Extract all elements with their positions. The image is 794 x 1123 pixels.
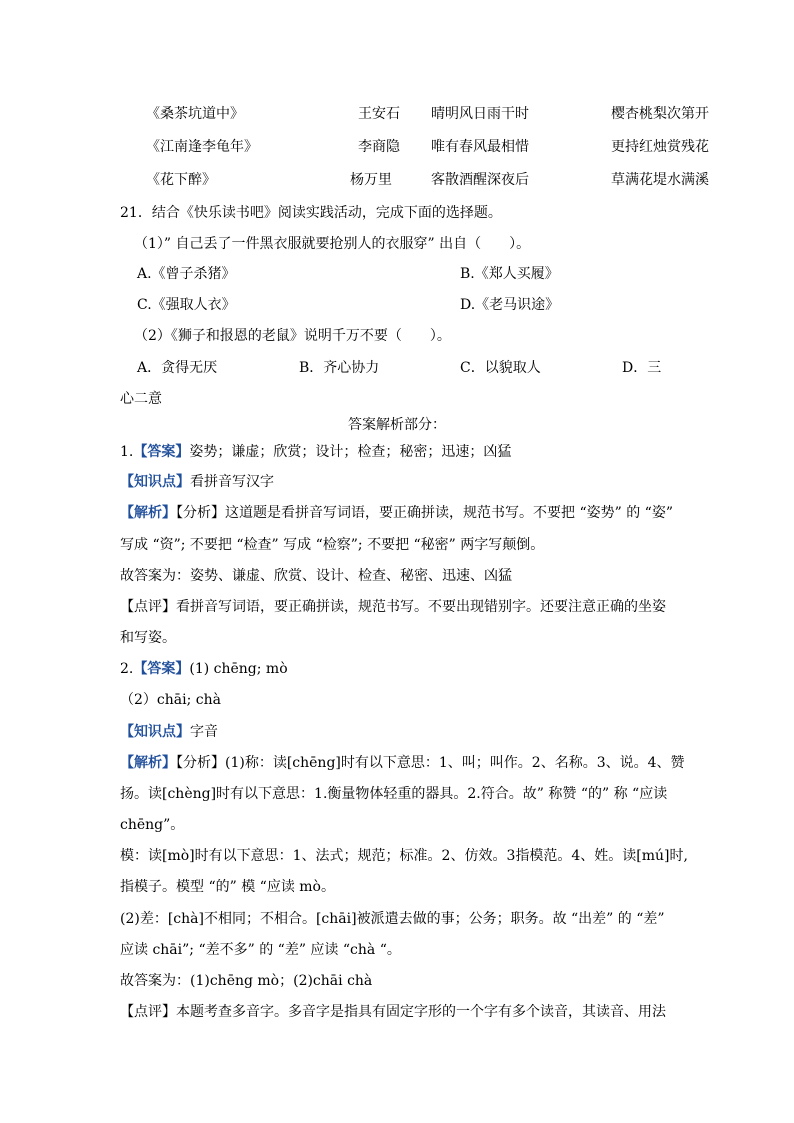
knowledge-text: 看拼音写汉字 [190, 474, 274, 490]
option-a: A．贪得无厌 [137, 360, 218, 376]
answer-text: (1) chēng; mò [189, 661, 288, 677]
analysis-text: 【分析】这道题是看拼音写词语，要正确拼读，规范书写。不要把 “姿势” 的 “姿” [176, 505, 673, 521]
comment-tag: 【点评】 [120, 599, 176, 615]
poem-title: 《江南逢李龟年》 [146, 139, 258, 155]
analysis-text: 扬。读[chèng]时有以下意思：1.衡量物体轻重的器具。2.符合。故” 称赞 “的” 称 “应读 [120, 786, 668, 802]
analysis-text: (2)差：[chà]不相同；不相合。[chāi]被派遣去做的事；公务；职务。故 “出差” 的 “差” [120, 911, 665, 927]
poem-line: 晴明风日雨干时 [431, 106, 529, 122]
analysis-text: 写成 “资”; 不要把 “检查” 写成 “检察”; 不要把 “秘密” 两字写颠倒。 [120, 537, 545, 553]
final-answer: 故答案为：(1)chēng mò；(2)chāi chà [120, 973, 373, 989]
option-a: A.《曾子杀猪》 [137, 266, 236, 282]
knowledge-1-line [120, 472, 274, 492]
option-b: B.《郑人买履》 [460, 266, 559, 282]
comment-1-line [120, 597, 666, 617]
final-answer: 故答案为：姿势、谦虚、欣赏、设计、检查、秘密、迅速、凶猛 [120, 568, 512, 584]
analysis-text: 应读 chāi”; “差不多” 的 “差” 应读 “chà “。 [120, 942, 401, 958]
answer-2-line [120, 659, 288, 679]
option-c: C.《强取人衣》 [137, 297, 236, 313]
analysis-text: 指模子。模型 “的” 模 “应读 mò。 [120, 879, 335, 895]
knowledge-tag: 【知识点】 [120, 724, 190, 740]
analysis-text: 【分析】(1)称：读[chēng]时有以下意思：1、叫；叫作。2、名称。3、说。4、赞 [176, 755, 685, 771]
question-21-sub1: （1）” 自己丢了一件黑衣服就要抢别人的衣服穿” 出自（ ）。 [134, 236, 531, 252]
poem-title: 《桑茶坑道中》 [146, 106, 244, 122]
answer-text: 姿势；谦虚；欣赏；设计；检查；秘密；迅速；凶猛 [189, 444, 512, 460]
answer-1-line [120, 442, 511, 462]
analysis-tag: 【解析】 [120, 755, 176, 771]
option-d: D．三 [622, 360, 662, 376]
knowledge-2-line [120, 722, 218, 742]
option-b: B．齐心协力 [299, 360, 380, 376]
comment-tag: 【点评】 [120, 1004, 176, 1020]
analysis-text: 模：读[mò]时有以下意思：1、法式；规范；标准。2、仿效。3指模范。4、姓。读[mú]时, [120, 848, 688, 864]
comment-2-line [120, 1002, 666, 1022]
comment-text: 和写姿。 [120, 630, 176, 646]
comment-text: 本题考查多音字。多音字是指具有固定字形的一个字有多个读音，其读音、用法 [176, 1004, 666, 1020]
poem-author: 杨万里 [350, 172, 392, 188]
answer-number: 1. [120, 444, 134, 460]
poem-line: 草满花堤水满溪 [611, 172, 709, 188]
poem-line: 客散酒醒深夜后 [431, 172, 529, 188]
option-c: C．以貌取人 [460, 360, 541, 376]
comment-text: 看拼音写词语，要正确拼读，规范书写。不要出现错别字。还要注意正确的坐姿 [176, 599, 666, 615]
analysis-tag: 【解析】 [120, 505, 176, 521]
poem-line: 更持红烛赏残花 [611, 139, 709, 155]
analysis-2-line [120, 753, 685, 773]
knowledge-tag: 【知识点】 [120, 474, 190, 490]
question-21-stem: 21．结合《快乐读书吧》阅读实践活动，完成下面的选择题。 [120, 205, 502, 221]
poem-author: 王安石 [358, 106, 400, 122]
poem-line: 樱杏桃梨次第开 [611, 106, 709, 122]
poem-line: 唯有春风最相惜 [431, 139, 529, 155]
option-d-wrap: 心二意 [120, 391, 162, 407]
question-21-sub2: （2）《狮子和报恩的老鼠》说明千万不要（ ）。 [134, 328, 451, 344]
answer-tag: 【答案】 [133, 444, 190, 460]
answer-text: （2）chāi; chà [120, 692, 221, 708]
answer-tag: 【答案】 [133, 661, 190, 677]
poem-author: 李商隐 [358, 139, 400, 155]
option-d: D.《老马识途》 [460, 297, 560, 313]
poem-title: 《花下醉》 [146, 172, 216, 188]
knowledge-text: 字音 [190, 724, 218, 740]
analysis-1-line [120, 503, 673, 523]
analysis-text: chēng”。 [120, 817, 185, 833]
answer-number: 2. [120, 661, 134, 677]
answer-section-heading: 答案解析部分： [348, 417, 446, 433]
